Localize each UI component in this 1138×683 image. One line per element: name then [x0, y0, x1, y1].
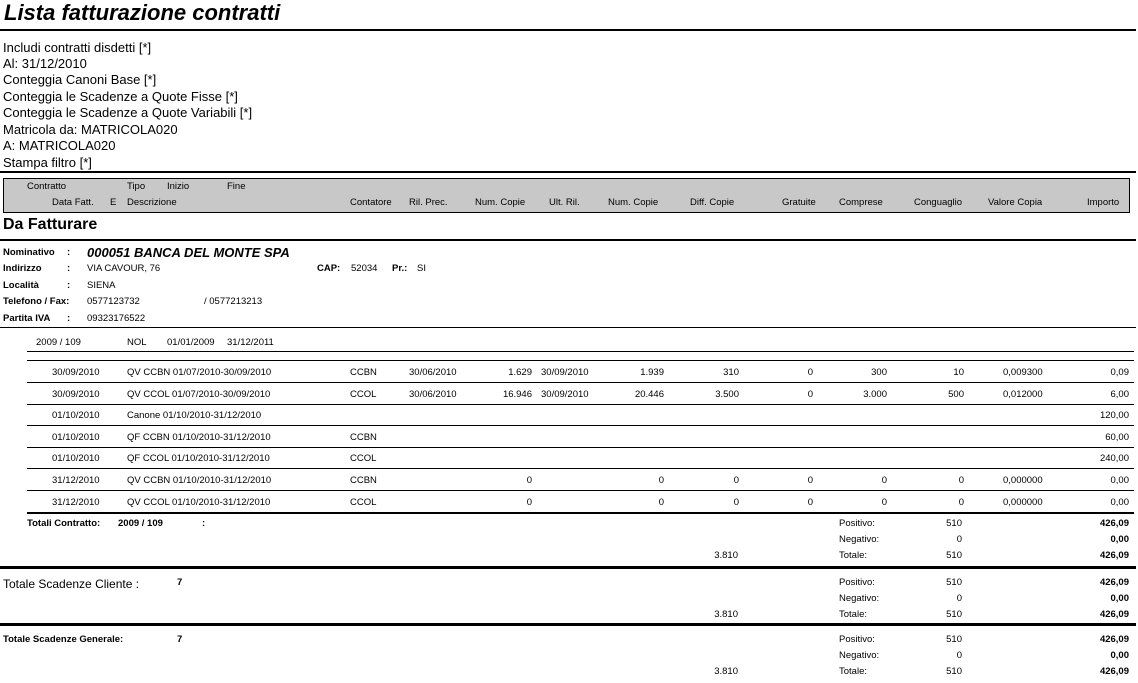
cell-num2: 20.446 — [634, 389, 664, 400]
negativo-label: Negativo: — [839, 650, 880, 661]
col-fine: Fine — [227, 181, 246, 192]
cell-num1: 0 — [526, 497, 532, 508]
filter-line: Conteggia le Scadenze a Quote Fisse [*] — [3, 89, 238, 104]
positivo-label: Positivo: — [839, 577, 875, 588]
cell-desc: QF CCBN 01/10/2010-31/12/2010 — [127, 432, 271, 443]
totale-amount: 426,09 — [1099, 666, 1129, 677]
cell-desc: Canone 01/10/2010-31/12/2010 — [127, 410, 262, 421]
cell-desc: QV CCBN 01/07/2010-30/09/2010 — [127, 367, 272, 378]
totals-colon: : — [202, 518, 206, 529]
contract-rule — [27, 360, 1134, 361]
totale-count: 510 — [946, 550, 962, 561]
telefono-label: Telefono / Fax: — [3, 296, 70, 307]
cell-gratuite: 0 — [807, 367, 813, 378]
cell-desc: QV CCOL 01/07/2010-30/09/2010 — [127, 389, 271, 400]
filter-line: Al: 31/12/2010 — [3, 56, 87, 71]
totale-label: Totale: — [839, 550, 867, 561]
diff-total: 3.810 — [714, 666, 738, 677]
col-tipo: Tipo — [127, 181, 146, 192]
filter-line: A: MATRICOLA020 — [3, 138, 116, 153]
cell-conguaglio: 0 — [958, 475, 964, 486]
totals-label: Totale Scadenze Cliente : — [3, 577, 140, 591]
cap-label: CAP: — [317, 263, 341, 274]
diff-total: 3.810 — [714, 550, 738, 561]
totals-ref: 7 — [177, 634, 183, 645]
cell-ult-ril: 30/09/2010 — [541, 389, 589, 400]
totale-label: Totale: — [839, 666, 867, 677]
totale-amount: 426,09 — [1099, 550, 1129, 561]
row-divider — [27, 425, 1134, 426]
cell-contatore: CCBN — [350, 367, 377, 378]
totals-ref: 2009 / 109 — [118, 518, 163, 529]
cell-contatore: CCOL — [350, 453, 377, 464]
negativo-amount: 0,00 — [1110, 593, 1129, 604]
cell-conguaglio: 500 — [948, 389, 964, 400]
col-num-copie: Num. Copie — [475, 197, 526, 208]
title-rule — [0, 29, 1136, 31]
totals-ref: 7 — [177, 577, 183, 588]
contract-rule — [27, 351, 1134, 352]
filter-line: Conteggia Canoni Base [*] — [3, 72, 157, 87]
colon: : — [67, 263, 71, 274]
totale-count: 510 — [946, 609, 962, 620]
totale-amount: 426,09 — [1099, 609, 1129, 620]
positivo-amount: 426,09 — [1099, 577, 1129, 588]
section-title: Da Fatturare — [3, 216, 98, 233]
cell-diff: 310 — [723, 367, 739, 378]
negativo-count: 0 — [956, 650, 962, 661]
cell-data: 01/10/2010 — [52, 410, 100, 421]
col-ult-ril: Ult. Ril. — [549, 197, 580, 208]
cell-conguaglio: 0 — [958, 497, 964, 508]
indirizzo-label: Indirizzo — [3, 263, 42, 274]
cell-diff: 0 — [733, 475, 739, 486]
contract-tipo: NOL — [127, 337, 147, 348]
filter-line: Stampa filtro [*] — [3, 155, 92, 170]
cell-contatore: CCBN — [350, 475, 377, 486]
negativo-count: 0 — [956, 593, 962, 604]
report-title: Lista fatturazione contratti — [4, 0, 281, 25]
cell-desc: QV CCBN 01/10/2010-31/12/2010 — [127, 475, 272, 486]
cell-importo: 0,00 — [1110, 475, 1129, 486]
positivo-count: 510 — [946, 634, 962, 645]
negativo-label: Negativo: — [839, 593, 880, 604]
negativo-amount: 0,00 — [1110, 650, 1129, 661]
diff-total: 3.810 — [714, 609, 738, 620]
cell-data: 01/10/2010 — [52, 453, 100, 464]
col-importo: Importo — [1087, 197, 1120, 208]
pr-value: SI — [417, 263, 426, 274]
cell-data: 30/09/2010 — [52, 389, 100, 400]
contract-inizio: 01/01/2009 — [167, 337, 215, 348]
pr-label: Pr.: — [392, 263, 408, 274]
row-divider — [27, 468, 1134, 469]
telefono-value: 0577123732 — [87, 296, 140, 307]
cell-valore: 0,009300 — [1003, 367, 1043, 378]
cell-valore: 0,000000 — [1003, 497, 1043, 508]
cell-conguaglio: 10 — [953, 367, 964, 378]
negativo-label: Negativo: — [839, 534, 880, 545]
totals-rule — [0, 623, 1136, 626]
cell-gratuite: 0 — [807, 497, 813, 508]
negativo-amount: 0,00 — [1110, 534, 1129, 545]
contract-number: 2009 / 109 — [36, 337, 81, 348]
col-inizio: Inizio — [167, 181, 190, 192]
cell-comprese: 300 — [871, 367, 887, 378]
col-contatore: Contatore — [350, 197, 392, 208]
totals-label: Totali Contratto: — [27, 518, 101, 529]
negativo-count: 0 — [956, 534, 962, 545]
piva-value: 09323176522 — [87, 313, 146, 324]
positivo-amount: 426,09 — [1099, 518, 1129, 529]
row-divider — [27, 447, 1134, 448]
customer-name: 000051 BANCA DEL MONTE SPA — [87, 245, 290, 260]
cell-importo: 0,00 — [1110, 497, 1129, 508]
cell-num1: 16.946 — [502, 389, 532, 400]
positivo-label: Positivo: — [839, 518, 875, 529]
cell-valore: 0,012000 — [1003, 389, 1043, 400]
col-diff-copie: Diff. Copie — [690, 197, 735, 208]
cell-desc: QV CCOL 01/10/2010-31/12/2010 — [127, 497, 271, 508]
cell-num1: 0 — [526, 475, 532, 486]
cell-gratuite: 0 — [807, 475, 813, 486]
cell-comprese: 0 — [881, 497, 887, 508]
positivo-count: 510 — [946, 577, 962, 588]
colon: : — [67, 280, 71, 291]
section-rule — [0, 239, 1136, 241]
positivo-count: 510 — [946, 518, 962, 529]
filter-rule — [0, 171, 1136, 173]
cell-ril-prec: 30/06/2010 — [409, 389, 457, 400]
cell-num2: 0 — [658, 497, 664, 508]
cell-num1: 1.629 — [508, 367, 532, 378]
col-e: E — [110, 197, 117, 208]
filter-line: Conteggia le Scadenze a Quote Variabili [*] — [3, 105, 253, 120]
row-divider — [27, 382, 1134, 383]
cell-importo: 120,00 — [1099, 410, 1129, 421]
colon: : — [67, 247, 71, 258]
cell-diff: 0 — [733, 497, 739, 508]
col-gratuite: Gratuite — [782, 197, 816, 208]
localita-label: Località — [3, 280, 39, 291]
cell-num2: 0 — [658, 475, 664, 486]
cap-value: 52034 — [351, 263, 378, 274]
totals-label: Totale Scadenze Generale: — [3, 634, 124, 645]
positivo-amount: 426,09 — [1099, 634, 1129, 645]
col-num-copie-2: Num. Copie — [608, 197, 659, 208]
totale-count: 510 — [946, 666, 962, 677]
localita-value: SIENA — [87, 280, 116, 291]
cell-importo: 60,00 — [1105, 432, 1129, 443]
filter-line: Matricola da: MATRICOLA020 — [3, 122, 178, 137]
cell-diff: 3.500 — [715, 389, 739, 400]
nominativo-label: Nominativo — [3, 247, 55, 258]
cell-data: 01/10/2010 — [52, 432, 100, 443]
cell-num2: 1.939 — [640, 367, 664, 378]
col-descrizione: Descrizione — [127, 197, 177, 208]
row-divider — [27, 512, 1134, 514]
cell-gratuite: 0 — [807, 389, 813, 400]
positivo-label: Positivo: — [839, 634, 875, 645]
col-data-fatt: Data Fatt. — [52, 197, 94, 208]
totals-rule — [0, 566, 1136, 569]
cell-comprese: 3.000 — [863, 389, 887, 400]
col-contratto: Contratto — [27, 181, 67, 192]
col-conguaglio: Conguaglio — [914, 197, 963, 208]
col-ril-prec: Ril. Prec. — [409, 197, 448, 208]
cell-importo: 0,09 — [1110, 367, 1129, 378]
cell-ult-ril: 30/09/2010 — [541, 367, 589, 378]
cell-contatore: CCOL — [350, 497, 377, 508]
contract-fine: 31/12/2011 — [227, 337, 274, 348]
cell-contatore: CCBN — [350, 432, 377, 443]
totale-label: Totale: — [839, 609, 867, 620]
fax-value: / 0577213213 — [204, 296, 263, 307]
row-divider — [27, 490, 1134, 491]
col-comprese: Comprese — [839, 197, 883, 208]
cell-valore: 0,000000 — [1003, 475, 1043, 486]
cell-data: 30/09/2010 — [52, 367, 100, 378]
cell-contatore: CCOL — [350, 389, 377, 400]
cell-data: 31/12/2010 — [52, 497, 100, 508]
row-divider — [27, 404, 1134, 405]
cell-comprese: 0 — [881, 475, 887, 486]
colon: : — [67, 313, 71, 324]
cell-ril-prec: 30/06/2010 — [409, 367, 457, 378]
indirizzo-value: VIA CAVOUR, 76 — [87, 263, 161, 274]
col-valore-copia: Valore Copia — [988, 197, 1043, 208]
cell-data: 31/12/2010 — [52, 475, 100, 486]
cell-desc: QF CCOL 01/10/2010-31/12/2010 — [127, 453, 270, 464]
cell-importo: 240,00 — [1099, 453, 1129, 464]
customer-rule — [0, 327, 1136, 328]
filter-line: Includi contratti disdetti [*] — [3, 40, 152, 55]
cell-importo: 6,00 — [1110, 389, 1129, 400]
piva-label: Partita IVA — [3, 313, 51, 324]
